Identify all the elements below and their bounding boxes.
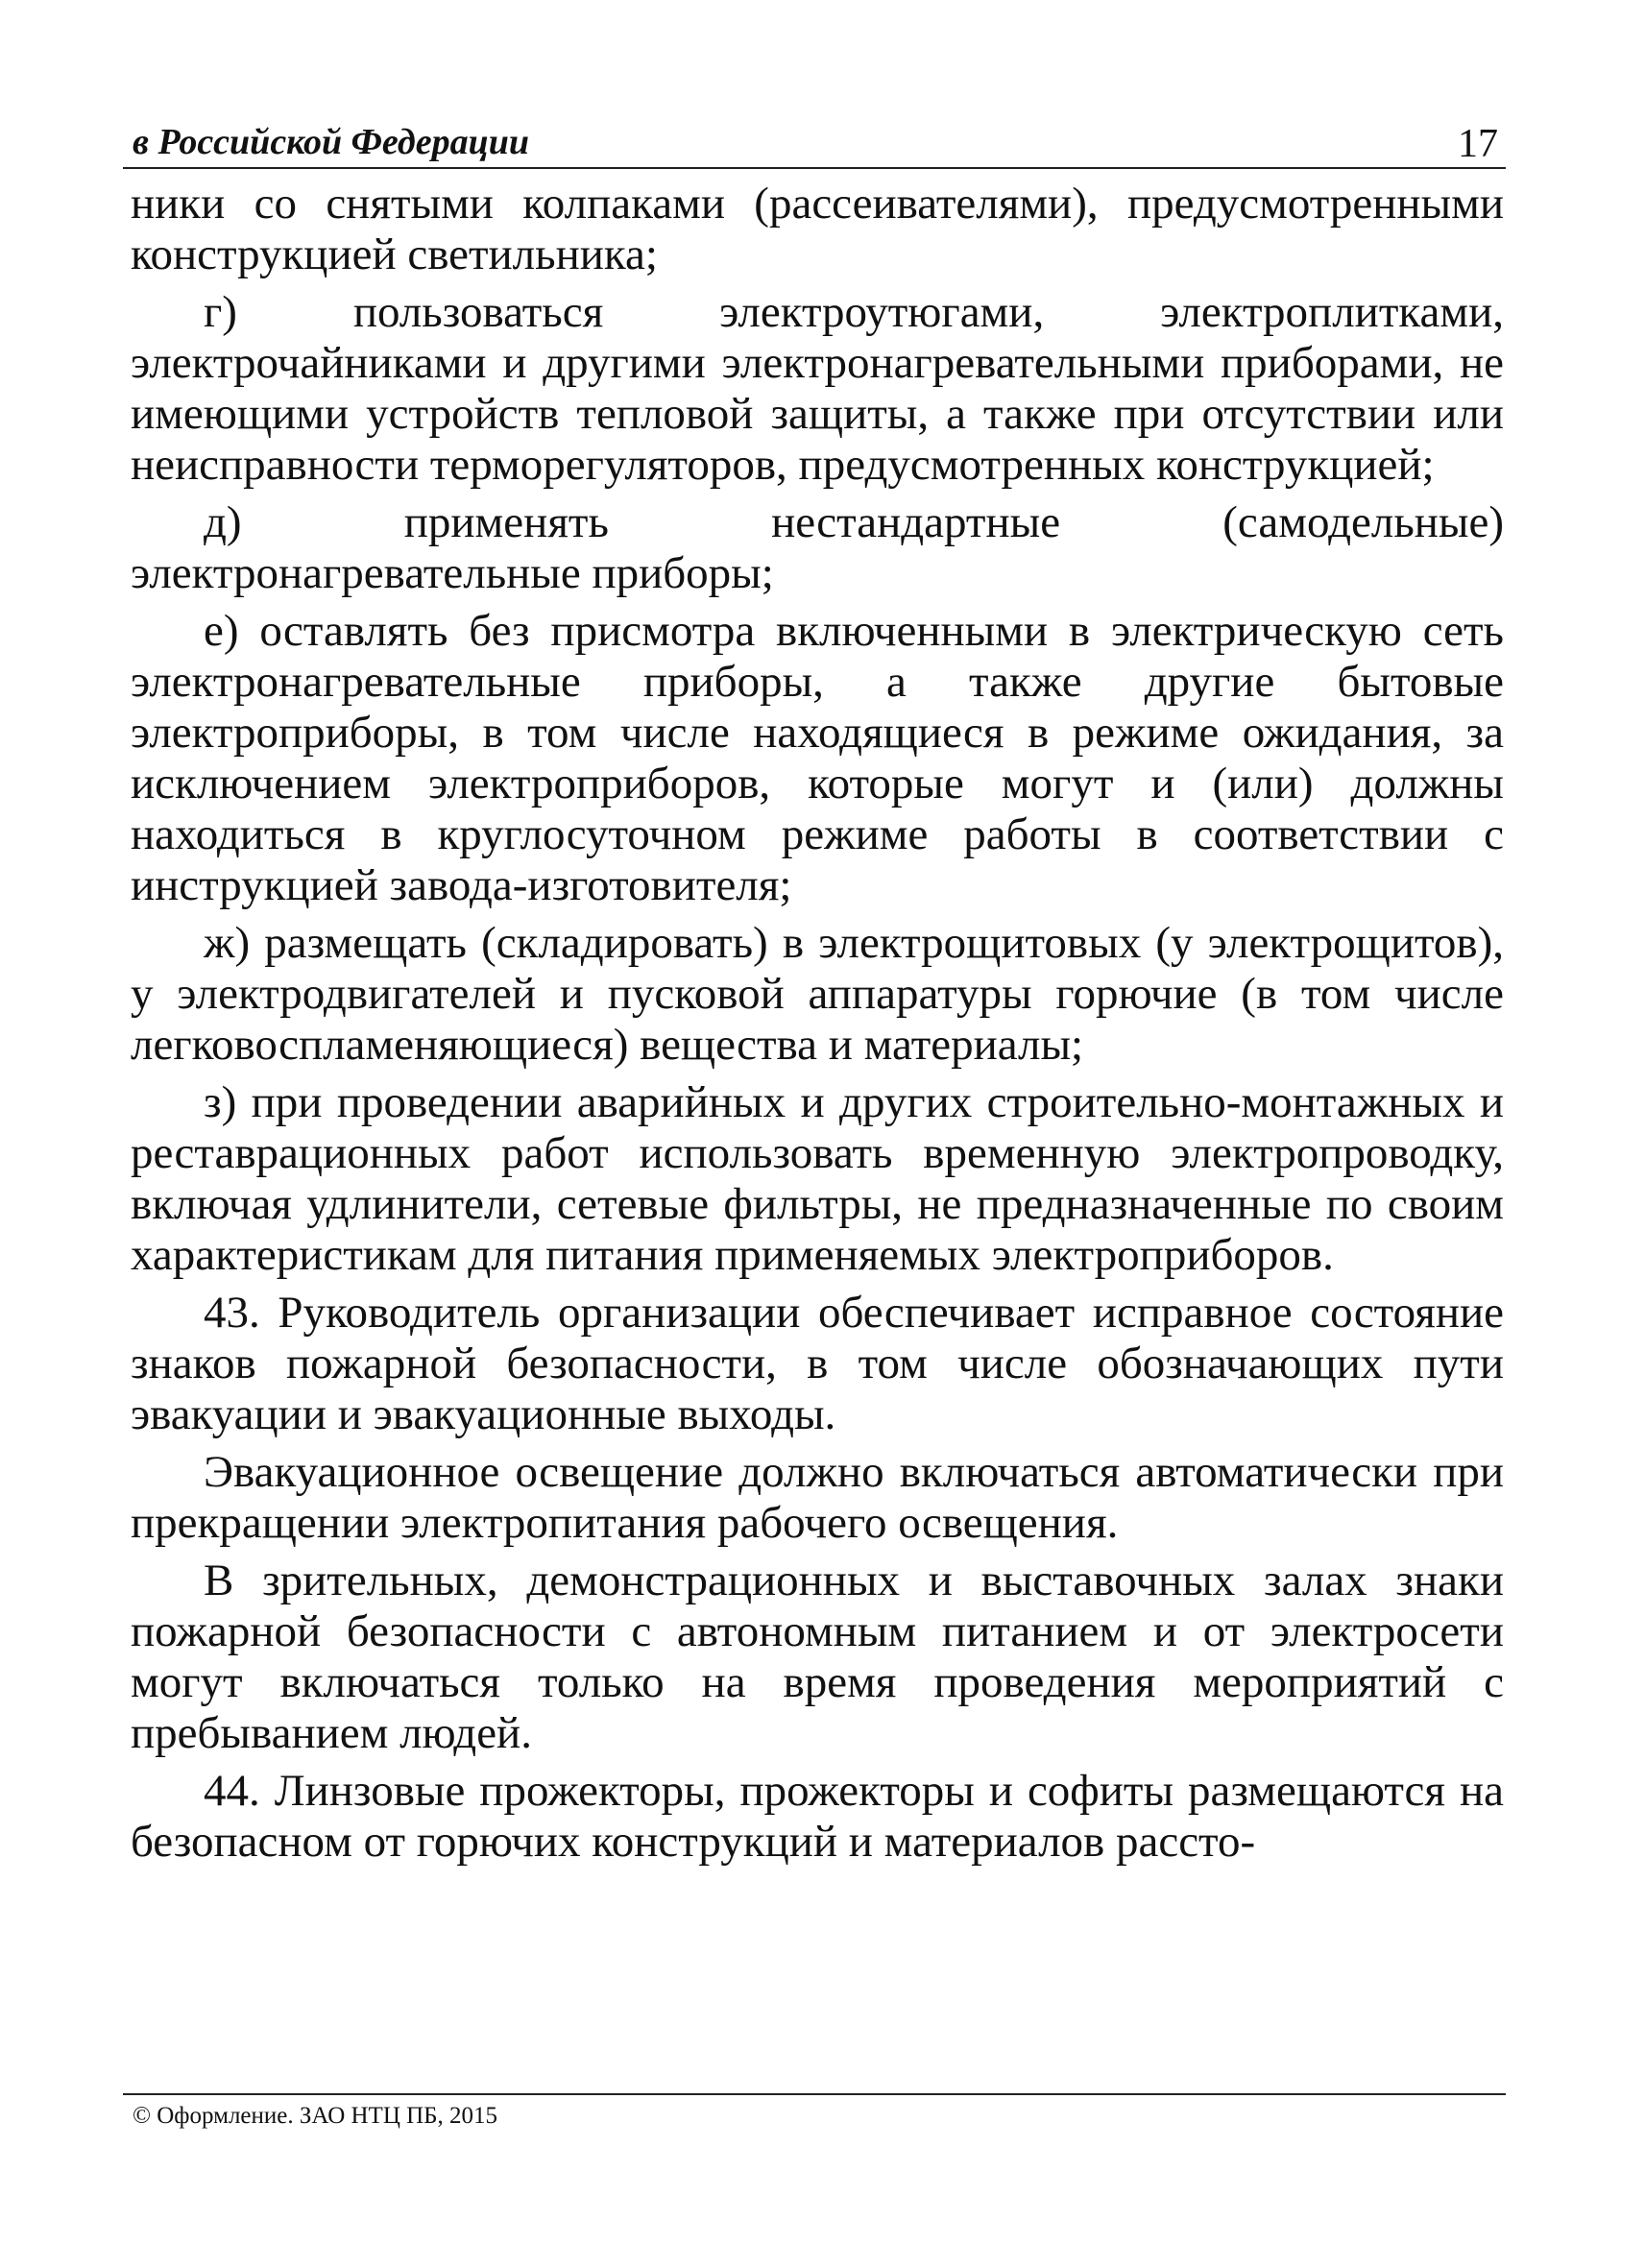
paragraph-item-z: з) при проведении аварийных и других строительно-монтажных и реставрационных работ использовать временную электропроводку, включая удлинители, сетевые фильтры, не предназначенные по своим характеристикам для питания применяемых электроприборов. (131, 1077, 1504, 1280)
paragraph-item-g: г) пользоваться электроутюгами, электроплитками, электрочайниками и другими электронагревательными приборами, не имеющими устройств тепловой защиты, а также при отсутствии или неисправности терморегуляторов, предусмотренных конструкцией; (131, 287, 1504, 490)
paragraph-evacuation-lighting: Эвакуационное освещение должно включаться автоматически при прекращении электропитания рабочего освещения. (131, 1447, 1504, 1548)
paragraph-continuation: ники со снятыми колпаками (рассеивателями), предусмотренными конструкцией светильника; (131, 179, 1504, 279)
paragraph-item-zh: ж) размещать (складировать) в электрощитовых (у электрощитов), у электродвигателей и пусковой аппаратуры горючие (в том числе легковоспламеняющиеся) вещества и материалы; (131, 918, 1504, 1070)
running-head-title: в Российской Федерации (133, 122, 529, 162)
page-header (123, 113, 1506, 169)
page-footer (123, 2093, 1506, 2130)
body-text (131, 179, 1504, 1874)
paragraph-item-e: е) оставлять без присмотра включенными в электрическую сеть электронагревательные приборы, а также другие бытовые электроприборы, в том числе находящиеся в режиме ожидания, за исключением электроприборов, которые могут и (или) должны находиться в круглосуточном режиме работы в соответствии с инструкцией завода-изготовителя; (131, 606, 1504, 910)
page-number: 17 (1458, 122, 1498, 166)
paragraph-halls-signs: В зрительных, демонстрационных и выставочных залах знаки пожарной безопасности с автономным питанием и от электросети могут включаться только на время проведения мероприятий с пребыванием людей. (131, 1556, 1504, 1758)
paragraph-clause-43: 43. Руководитель организации обеспечивает исправное состояние знаков пожарной безопасности, в том числе обозначающих пути эвакуации и эвакуационные выходы. (131, 1288, 1504, 1439)
paragraph-clause-44: 44. Линзовые прожекторы, прожекторы и софиты размещаются на безопасном от горючих конструкций и материалов рассто- (131, 1766, 1504, 1867)
footer-copyright: © Оформление. ЗАО НТЦ ПБ, 2015 (133, 2103, 498, 2129)
paragraph-item-d: д) применять нестандартные (самодельные) электронагревательные приборы; (131, 497, 1504, 598)
